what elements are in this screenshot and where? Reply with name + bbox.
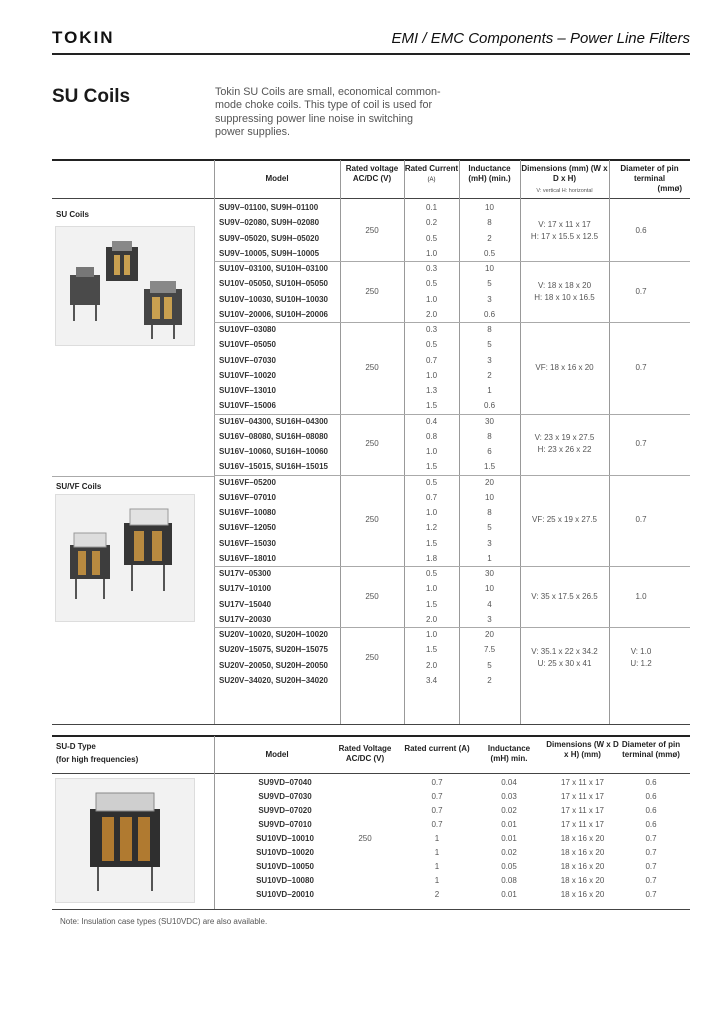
t2-model-cell: SU9VD–07020 [258,806,312,815]
inductance-cell: 10 [485,264,494,273]
dimensions-cell: V: 35 x 17.5 x 26.5 [531,591,598,601]
inductance-cell: 2 [487,370,492,380]
coil-illustration [56,227,196,347]
t2-dimensions-cell: 17 x 11 x 17 [561,820,604,829]
voltage-cell: 250 [365,515,379,525]
dim-note: V: vertical H: horizontal [536,188,593,194]
model-cell: SU10VF–15006 [219,401,276,411]
header-title: EMI / EMC Components – Power Line Filters [391,30,690,47]
group-separator [214,414,690,415]
current-cell: 2.0 [425,660,438,670]
current-label: Rated Current [404,164,459,173]
inductance-cell: 2 [487,675,492,685]
voltage-cell: 250 [365,286,379,296]
current-cell: 1.0 [425,584,438,594]
dimensions-cell: V: 18 x 18 x 20 [537,280,592,290]
model-cell: SU20V–15075, SU20H–15075 [219,645,328,655]
model-cell: SU10VF–05050 [219,340,276,350]
t2-diameter-cell: 0.7 [645,862,657,871]
current-cell: 1.3 [425,386,438,395]
current-cell: 1.0 [425,370,438,380]
tokin-logo: TOKIN [52,28,115,47]
t2-dimensions-cell: 18 x 16 x 20 [560,876,605,885]
model-cell: SU17V–10100 [219,584,272,594]
t2-current-cell: 1 [434,834,440,843]
su-vf-coils-photo [55,494,195,622]
current-cell: 1.2 [425,523,438,533]
t2-dimensions-cell: 18 x 16 x 20 [560,862,605,871]
current-cell: 1.5 [425,645,438,655]
t2-diameter-cell: 0.7 [645,890,657,899]
current-cell: 0.5 [425,233,438,243]
t2-inductance-cell: 0.02 [501,848,517,857]
t2-col-header-model: Model [265,750,289,759]
model-cell: SU9V–10005, SU9H–10005 [219,248,320,258]
t2-inductance-cell: 0.08 [501,876,517,885]
t2-current-cell: 0.7 [431,806,443,815]
t2-col-header-inductance: Inductance (mH) min. [487,744,531,763]
model-cell: SU17V–05300 [219,569,272,578]
current-cell: 1.8 [425,553,438,563]
group-label-high-frequencies: (for high frequencies) [56,755,139,764]
table1-divider [520,160,521,724]
diameter-cell: 0.7 [635,515,647,525]
model-cell: SU9V–05020, SU9H–05020 [219,233,320,243]
model-cell: SU10V–03100, SU10H–03100 [219,264,328,273]
t2-model-cell: SU10VD–10050 [256,862,314,871]
t2-voltage-cell: 250 [358,834,372,843]
t2-model-cell: SU9VD–07040 [258,778,312,787]
model-cell: SU16VF–12050 [219,523,276,533]
col-header-voltage: Rated voltage AC/DC (V) [345,164,399,183]
inductance-cell: 3 [487,294,492,304]
t2-current-cell: 0.7 [431,778,443,787]
table1-top-rule [52,159,690,161]
table1-header-rule [52,198,690,199]
model-cell: SU17V–20030 [219,614,272,624]
model-cell: SU16VF–18010 [219,553,276,563]
t2-inductance-cell: 0.02 [501,806,517,815]
model-cell: SU10V–05050, SU10H–05050 [219,279,328,289]
dimensions-cell: H: 18 x 10 x 16.5 [534,292,595,302]
diameter-cell: 0.6 [635,225,647,235]
inductance-cell: 0.6 [483,309,496,319]
current-cell: 1.0 [425,447,438,456]
inductance-cell: 4 [487,599,492,609]
current-cell: 2.0 [425,309,438,319]
current-cell: 1.5 [425,599,438,609]
t2-inductance-cell: 0.01 [501,834,517,843]
current-cell: 0.7 [425,492,438,502]
t2-dimensions-cell: 17 x 11 x 17 [561,792,604,801]
inductance-cell: 8 [487,431,492,441]
inductance-cell: 10 [485,492,494,502]
t2-dimensions-cell: 18 x 16 x 20 [560,834,605,843]
model-cell: SU16V–10060, SU16H–10060 [219,447,328,456]
voltage-cell: 250 [365,439,379,448]
model-cell: SU16V–15015, SU16H–15015 [219,462,328,472]
current-cell: 1.5 [425,462,438,472]
t2-model-cell: SU10VD–10020 [256,848,314,857]
inductance-cell: 8 [487,218,492,228]
dimensions-cell: VF: 25 x 19 x 27.5 [532,515,597,525]
model-cell: SU16V–04300, SU16H–04300 [219,416,328,426]
t2-diameter-cell: 0.7 [645,848,657,857]
group-label-su-d-type: SU-D Type [56,742,96,751]
inductance-cell: 1 [487,386,492,395]
t2-inductance-cell: 0.03 [501,792,517,801]
col-header-dimensions: Dimensions (mm) (W x D x H) [521,164,608,183]
t2-dimensions-cell: 18 x 16 x 20 [560,890,605,899]
current-cell: 0.5 [425,279,438,289]
current-cell: 2.0 [425,614,438,624]
diameter-cell: 0.7 [635,362,647,372]
inductance-cell: 10 [485,584,494,594]
inductance-cell: 5 [487,279,492,289]
current-cell: 0.5 [425,340,438,350]
inductance-cell: 3 [487,355,492,365]
intro-text: Tokin SU Coils are small, economical common-mode choke coils. This type of coil is used for suppressing power line noise in switching power supplies. [215,86,441,139]
coil-illustration [56,779,196,904]
model-cell: SU20V–34020, SU20H–34020 [219,675,328,685]
group-separator [214,322,690,323]
current-cell: 0.7 [425,355,438,365]
table2-header-rule [52,773,690,774]
model-cell: SU20V–20050, SU20H–20050 [219,660,328,670]
model-cell: SU16VF–05200 [219,477,276,487]
dimensions-cell: V: 17 x 11 x 17 [538,219,591,229]
col-header-inductance: Inductance (mH) (min.) [468,164,511,183]
inductance-cell: 0.6 [483,401,496,411]
dimensions-cell: VF: 18 x 16 x 20 [535,362,594,372]
current-cell: 0.8 [425,431,438,441]
current-cell: 0.3 [425,264,438,273]
t2-inductance-cell: 0.01 [501,820,517,829]
inductance-cell: 1.5 [483,462,496,472]
current-cell: 1.0 [425,630,438,639]
inductance-cell: 20 [485,477,494,487]
current-cell: 0.5 [425,477,438,487]
current-cell: 0.4 [425,416,438,426]
t2-current-cell: 2 [434,890,440,899]
t2-model-cell: SU10VD–20010 [256,890,314,899]
dimensions-cell: V: 23 x 19 x 27.5 [534,433,595,442]
t2-dimensions-cell: 17 x 11 x 17 [561,806,604,815]
current-cell: 1.5 [425,401,438,411]
inductance-cell: 30 [485,569,494,578]
t2-model-cell: SU9VD–07010 [258,820,312,829]
inductance-cell: 10 [485,203,494,212]
current-cell: 1.0 [425,248,438,258]
t2-diameter-cell: 0.6 [645,778,657,787]
section-title: SU Coils [52,86,131,107]
diameter-cell: 0.7 [635,286,647,296]
dimensions-cell: H: 17 x 15.5 x 12.5 [530,231,599,241]
t2-col-header-voltage: Rated Voltage AC/DC (V) [338,744,392,763]
t2-model-cell: SU9VD–07030 [258,792,312,801]
model-cell: SU20V–10020, SU20H–10020 [219,630,328,639]
model-cell: SU16VF–07010 [219,492,276,502]
table1-bottom-rule [52,724,690,725]
t2-current-cell: 0.7 [431,820,443,829]
t2-inductance-cell: 0.01 [501,890,517,899]
current-unit: (A) [427,177,436,183]
t2-diameter-cell: 0.6 [645,820,657,829]
dimensions-cell: H: 23 x 26 x 22 [537,445,592,454]
group-separator [214,475,690,476]
current-cell: 0.2 [425,218,438,228]
footnote: Note: Insulation case types (SU10VDC) are also available. [60,917,268,926]
group-label-su-vf-coils: SU/VF Coils [56,482,102,491]
group-separator [214,627,690,628]
inductance-cell: 20 [485,630,494,639]
model-cell: SU10VF–03080 [219,325,276,334]
t2-col-header-diameter: Diameter of pin terminal (mmø) [621,740,681,759]
t2-diameter-cell: 0.7 [645,876,657,885]
voltage-cell: 250 [365,591,379,601]
col-header-model: Model [265,174,289,183]
t2-dimensions-cell: 18 x 16 x 20 [560,848,605,857]
model-cell: SU17V–15040 [219,599,272,609]
t2-current-cell: 1 [434,876,440,885]
group-label-su-coils: SU Coils [56,210,89,219]
col-header-current [404,164,459,185]
t2-inductance-cell: 0.04 [501,778,517,787]
model-cell: SU10V–20006, SU10H–20006 [219,309,328,319]
t2-model-cell: SU10VD–10010 [256,834,314,843]
t2-diameter-cell: 0.6 [645,806,657,815]
diameter-cell: V: 1.0 [630,646,652,656]
left-group-separator [52,476,214,477]
inductance-cell: 8 [487,508,492,517]
group-separator [214,566,690,567]
t2-inductance-cell: 0.05 [501,862,517,871]
t2-current-cell: 0.7 [431,792,443,801]
inductance-cell: 30 [485,416,494,426]
model-cell: SU16VF–10080 [219,508,276,517]
current-cell: 1.0 [425,508,438,517]
table2-top-rule [52,735,690,737]
inductance-cell: 5 [487,340,492,350]
current-cell: 0.3 [425,325,438,334]
inductance-cell: 3 [487,614,492,624]
diameter-cell: U: 1.2 [630,658,652,668]
inductance-cell: 0.5 [483,248,496,258]
dimensions-cell: U: 25 x 30 x 41 [537,658,592,668]
current-cell: 0.5 [425,569,438,578]
t2-dimensions-cell: 17 x 11 x 17 [561,778,604,787]
inductance-cell: 3 [487,538,492,548]
model-cell: SU10VF–07030 [219,355,276,365]
inductance-cell: 5 [487,523,492,533]
voltage-cell: 250 [365,652,379,662]
group-separator [214,261,690,262]
current-cell: 1.5 [425,538,438,548]
diameter-unit: (mmø) [657,184,682,193]
model-cell: SU9V–01100, SU9H–01100 [219,203,319,212]
table2-bottom-rule [52,909,690,910]
coil-illustration [56,495,196,623]
model-cell: SU10V–10030, SU10H–10030 [219,294,328,304]
model-cell: SU9V–02080, SU9H–02080 [219,218,320,228]
col-header-diameter: Diameter of pin terminal [620,164,679,183]
table1-divider [459,160,460,724]
su-coils-photo [55,226,195,346]
dimensions-cell: V: 35.1 x 22 x 34.2 [531,646,598,656]
diameter-cell: 1.0 [635,591,647,601]
inductance-cell: 7.5 [483,645,496,655]
table1-divider [214,160,215,724]
table2-divider [214,736,215,909]
voltage-cell: 250 [365,362,379,372]
t2-model-cell: SU10VD–10080 [256,876,314,885]
t2-col-header-dimensions: Dimensions (W x D x H) (mm) [546,740,619,759]
t2-current-cell: 1 [434,848,440,857]
model-cell: SU10VF–10020 [219,370,276,380]
diameter-cell: 0.7 [635,439,647,448]
inductance-cell: 8 [487,325,492,334]
inductance-cell: 5 [487,660,492,670]
header-rule [52,53,690,55]
current-cell: 0.1 [425,203,438,212]
inductance-cell: 6 [487,447,492,456]
inductance-cell: 2 [487,233,492,243]
t2-current-cell: 1 [434,862,440,871]
t2-diameter-cell: 0.6 [645,792,657,801]
model-cell: SU16V–08080, SU16H–08080 [219,431,328,441]
t2-col-header-current: Rated current (A) [404,744,470,753]
t2-diameter-cell: 0.7 [645,834,657,843]
current-cell: 3.4 [425,675,438,685]
model-cell: SU10VF–13010 [219,386,276,395]
model-cell: SU16VF–15030 [219,538,276,548]
inductance-cell: 1 [487,553,492,563]
current-cell: 1.0 [425,294,438,304]
su-d-type-photo [55,778,195,903]
voltage-cell: 250 [365,225,379,235]
table1-divider [404,160,405,724]
